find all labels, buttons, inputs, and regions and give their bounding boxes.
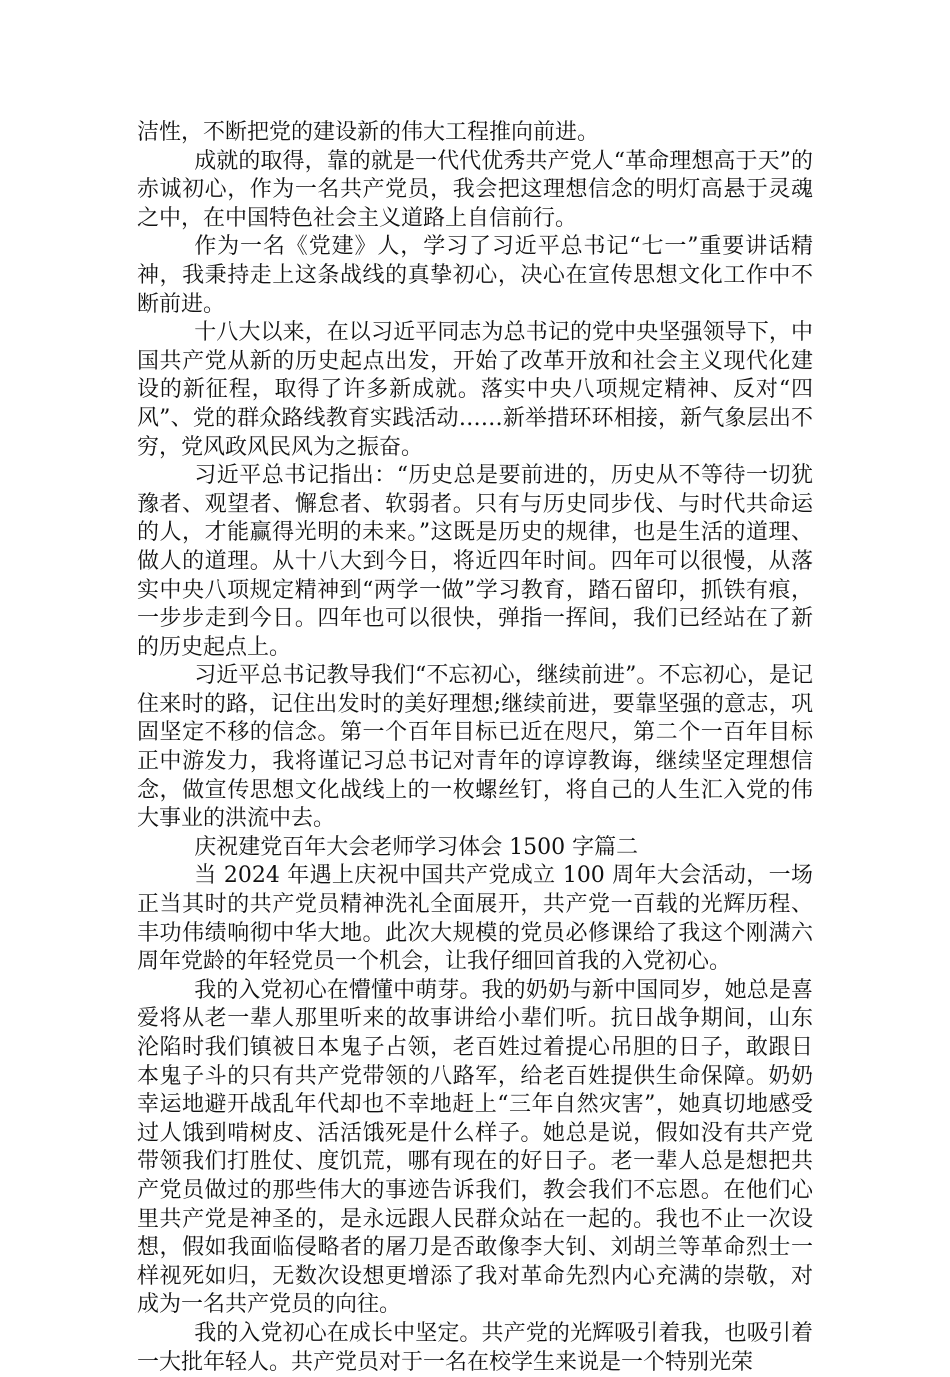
body-paragraph: 我的入党初心在成长中坚定。共产党的光辉吸引着我，也吸引着一大批年轻人。共产党员对于一名在校学生来说是一个特别光荣 <box>137 1320 813 1375</box>
body-paragraph: 习近平总书记教导我们“不忘初心，继续前进”。不忘初心，是记住来时的路，记住出发时的美好理想;继续前进，要靠坚强的意志，巩固坚定不移的信念。第一个百年目标已近在咫尺，第二个一百年目标正中游发力，我将谨记习总书记对青年的谆谆教诲，继续坚定理想信念，做宣传思想文化战线上的一枚螺丝钉，将自己的人生汇入党的伟大事业的洪流中去。 <box>137 663 813 832</box>
section-heading: 庆祝建党百年大会老师学习体会 1500 字篇二 <box>194 834 639 860</box>
body-paragraph: 作为一名《党建》人，学习了习近平总书记“七一”重要讲话精神，我秉持走上这条战线的真挚初心，决心在宣传思想文化工作中不断前进。 <box>137 234 813 317</box>
body-paragraph: 习近平总书记指出：“历史总是要前进的，历史从不等待一切犹豫者、观望者、懈怠者、软弱者。只有与历史同步伐、与时代共命运的人，才能赢得光明的未来。”这既是历史的规律，也是生活的道理、做人的道理。从十八大到今日，将近四年时间。四年可以很慢，从落实中央八项规定精神到“两学一做”学习教育，踏石留印，抓铁有痕，一步步走到今日。四年也可以很快，弹指一挥间，我们已经站在了新的历史起点上。 <box>137 463 813 660</box>
body-paragraph: 成就的取得，靠的就是一代代优秀共产党人“革命理想高于天”的赤诚初心，作为一名共产党员，我会把这理想信念的明灯高悬于灵魂之中，在中国特色社会主义道路上自信前行。 <box>137 148 813 231</box>
body-paragraph: 十八大以来，在以习近平同志为总书记的党中央坚强领导下，中国共产党从新的历史起点出发，开始了改革开放和社会主义现代化建设的新征程，取得了许多新成就。落实中央八项规定精神、反对“四风”、党的群众路线教育实践活动……新举措环环相接，新气象层出不穷，党风政风民风为之振奋。 <box>137 320 813 460</box>
document-page <box>137 119 813 1377</box>
body-paragraph: 洁性，不断把党的建设新的伟大工程推向前进。 <box>137 120 600 145</box>
body-paragraph: 我的入党初心在懵懂中萌芽。我的奶奶与新中国同岁，她总是喜爱将从老一辈人那里听来的故事讲给小辈们听。抗日战争期间，山东沦陷时我们镇被日本鬼子占领，老百姓过着提心吊胆的日子，敢跟日本鬼子斗的只有共产党带领的八路军，给老百姓提供生命保障。奶奶幸运地避开战乱年代却也不幸地赶上“三年自然灾害”，她真切地感受过人饿到啃树皮、活活饿死是什么样子。她总是说，假如没有共产党带领我们打胜仗、度饥荒，哪有现在的好日子。老一辈人总是想把共产党员做过的那些伟大的事迹告诉我们，教会我们不忘恩。在他们心里共产党是神圣的，是永远跟人民群众站在一起的。我也不止一次设想，假如我面临侵略者的屠刀是否敢像李大钊、刘胡兰等革命烈士一样视死如归，无数次设想更增添了我对革命先烈内心充满的崇敬，对成为一名共产党员的向往。 <box>137 977 813 1318</box>
body-paragraph: 当 2024 年遇上庆祝中国共产党成立 100 周年大会活动，一场正当其时的共产党员精神洗礼全面展开，共产党一百载的光辉历程、丰功伟绩响彻中华大地。此次大规模的党员必修课给了我这个刚满六周年党龄的年轻党员一个机会，让我仔细回首我的入党初心。 <box>137 863 813 975</box>
